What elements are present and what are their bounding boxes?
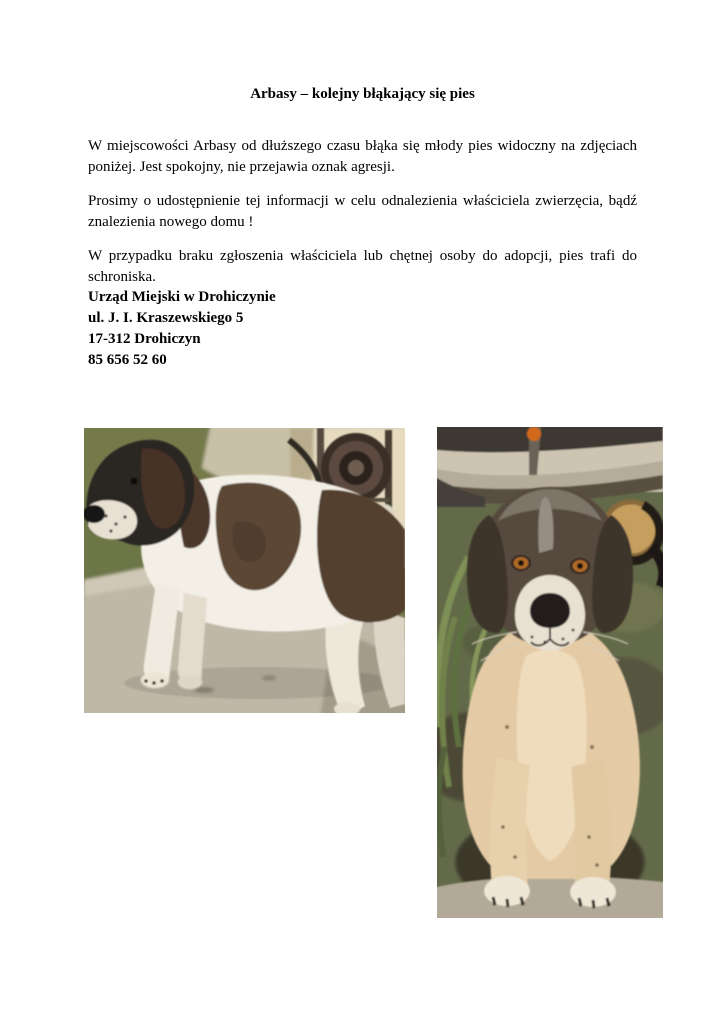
photo-dog-standing-illustration bbox=[84, 428, 405, 713]
dog-nose bbox=[530, 593, 570, 628]
photo-dog-standing bbox=[84, 428, 405, 713]
contact-postal-city: 17-312 Drohiczyn bbox=[88, 331, 201, 347]
dog-front-leg-left bbox=[490, 757, 530, 890]
dog-sitting bbox=[463, 487, 640, 908]
contact-block bbox=[88, 287, 276, 371]
page-title: Arbasy – kolejny błąkający się pies bbox=[250, 86, 475, 102]
paragraph-shelter-notice: W przypadku braku zgłoszenia właściciela lub chętnej osoby do adopcji, pies trafi do schroniska. bbox=[88, 248, 637, 285]
contact-organization: Urząd Miejski w Drohiczynie bbox=[88, 289, 276, 305]
paragraph-description: W miejscowości Arbasy od dłuższego czasu błąka się młody pies widoczny na zdjęciach poniżej. Jest spokojny, nie przejawia oznak agresji. bbox=[88, 138, 637, 175]
dog-front-leg-right bbox=[571, 759, 611, 890]
dog-eye bbox=[131, 478, 138, 485]
contact-street: ul. J. I. Kraszewskiego 5 bbox=[88, 310, 244, 326]
concrete-ledge bbox=[437, 876, 663, 918]
photo-dog-sitting-illustration bbox=[437, 427, 663, 918]
contact-phone: 85 656 52 60 bbox=[88, 352, 167, 368]
car-reflector bbox=[527, 427, 541, 441]
paragraph-share-request: Prosimy o udostępnienie tej informacji w celu odnalezienia właściciela zwierzęcia, bądź znalezienia nowego domu ! bbox=[88, 193, 637, 230]
dog-nose bbox=[84, 505, 105, 523]
photo-dog-sitting bbox=[437, 427, 663, 918]
